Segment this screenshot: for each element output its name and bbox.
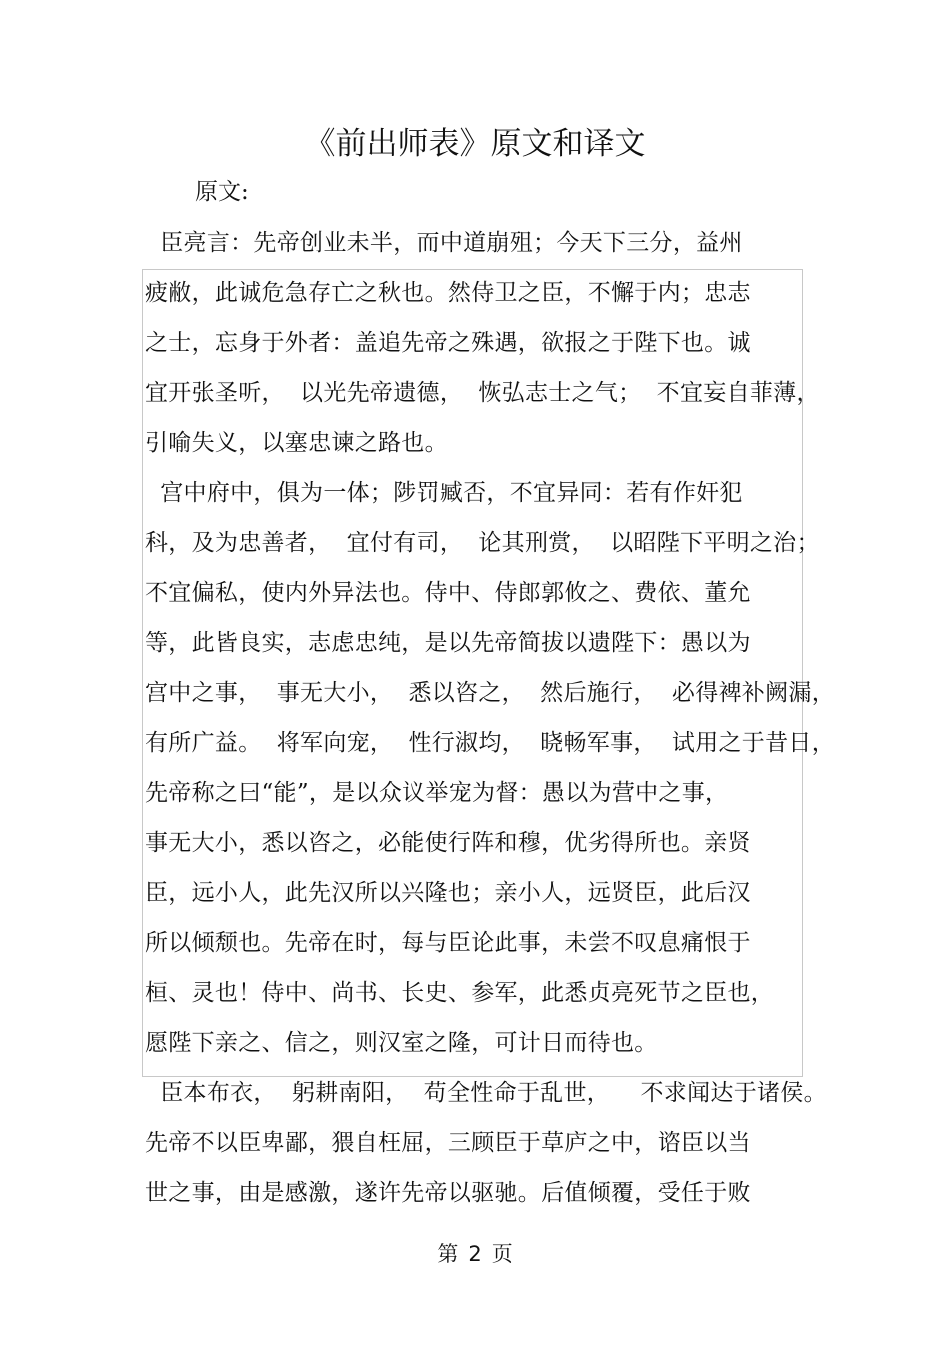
text-line: 等，此皆良实，志虑忠纯，是以先帝简拔以遗陛下：愚以为 xyxy=(145,630,751,656)
text-line: 宜开张圣听， 以光先帝遗德， 恢弘志士之气； 不宜妄自菲薄， xyxy=(145,380,820,406)
page-number: 2 xyxy=(468,1242,482,1266)
text-line: 不宜偏私，使内外异法也。侍中、侍郎郭攸之、费依、董允 xyxy=(145,580,751,606)
text-line: 桓、灵也！侍中、尚书、长史、参军，此悉贞亮死节之臣也， xyxy=(145,980,775,1006)
text-line: 科，及为忠善者， 宜付有司， 论其刑赏， 以昭陛下平明之治； xyxy=(145,530,820,556)
text-line: 之士，忘身于外者：盖追先帝之殊遇，欲报之于陛下也。诚 xyxy=(145,330,751,356)
text-line: 事无大小，悉以咨之，必能使行阵和穆，优劣得所也。亲贤 xyxy=(145,830,751,856)
text-line: 臣亮言：先帝创业未半，而中道崩殂；今天下三分，益州 xyxy=(145,230,743,256)
text-line: 愿陛下亲之、信之，则汉室之隆，可计日而待也。 xyxy=(145,1030,658,1056)
text-line: 臣，远小人，此先汉所以兴隆也；亲小人，远贤臣，此后汉 xyxy=(145,880,751,906)
text-line: 宫中府中，俱为一体；陟罚臧否，不宜异同：若有作奸犯 xyxy=(145,480,743,506)
text-line: 宫中之事， 事无大小， 悉以咨之， 然后施行， 必得裨补阙漏， xyxy=(145,680,835,706)
text-line: 有所广益。 将军向宠， 性行淑均， 晓畅军事， 试用之于昔日， xyxy=(145,730,835,756)
text-line: 引喻失义，以塞忠谏之路也。 xyxy=(145,430,448,456)
text-line: 先帝不以臣卑鄙，猥自枉屈，三顾臣于草庐之中，谘臣以当 xyxy=(145,1130,751,1156)
text-line: 所以倾颓也。先帝在时，每与臣论此事，未尝不叹息痛恨于 xyxy=(145,930,751,956)
footer-suffix: 页 xyxy=(491,1242,513,1266)
page-footer xyxy=(0,1240,950,1268)
section-label: 原文: xyxy=(195,179,249,205)
text-line: 先帝称之曰“能”，是以众议举宠为督：愚以为营中之事， xyxy=(145,780,729,806)
text-line: 世之事，由是感激，遂许先帝以驱驰。后值倾覆，受任于败 xyxy=(145,1180,751,1206)
footer-prefix: 第 xyxy=(437,1242,459,1266)
text-line: 臣本布衣， 躬耕南阳， 苟全性命于乱世， 不求闻达于诸侯。 xyxy=(145,1080,827,1106)
page-title: 《前出师表》原文和译文 xyxy=(304,126,646,162)
text-line: 疲敝，此诚危急存亡之秋也。然侍卫之臣，不懈于内；忠志 xyxy=(145,280,751,306)
